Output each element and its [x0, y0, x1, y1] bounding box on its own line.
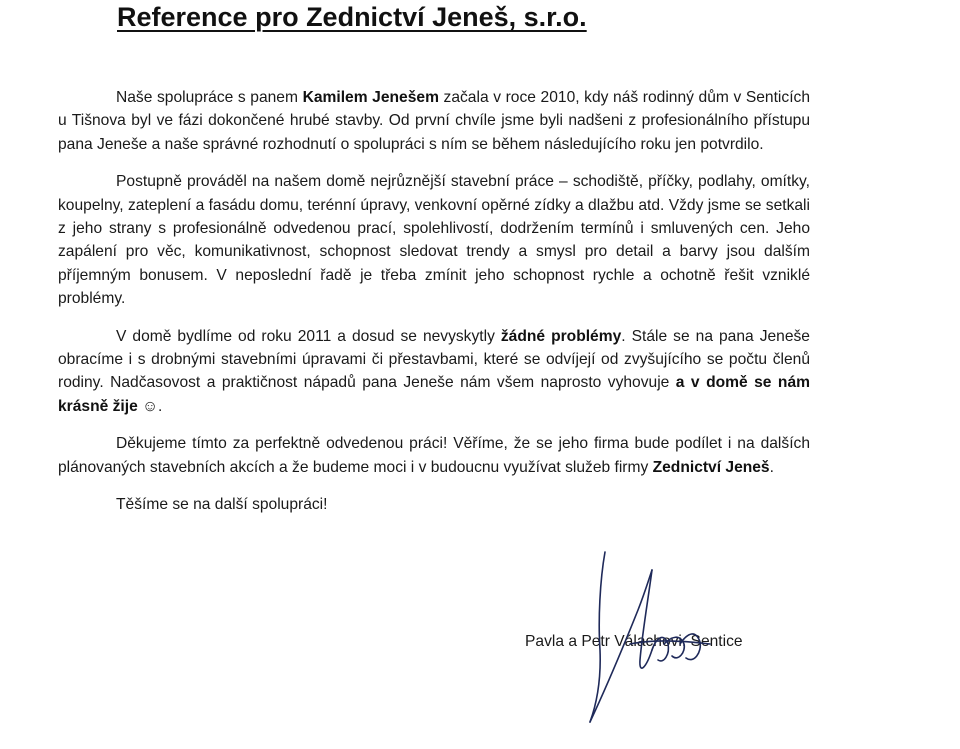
paragraph-3-text-b: . Stále se na pana Jeneše obracíme i s drobnými stavebními úpravami či přestavbami, které se odvíjejí od zvyšujícího se počtu členů rodiny. Nadčasovost a praktičnost nápadů pana Jeneše nám všem naprosto vyhovuje	[58, 327, 810, 392]
handwritten-signature	[560, 540, 750, 730]
paragraph-3-text-a: V domě bydlíme od roku 2011 a dosud se nevyskytly	[116, 327, 501, 345]
paragraph-1-text-a: Naše spolupráce s panem	[116, 89, 303, 106]
paragraph-cooperation-start	[58, 86, 810, 156]
happy-living-emphasis: a v domě se nám krásně žije	[58, 374, 810, 415]
paragraph-no-problems	[58, 325, 810, 419]
paragraph-work-done: Postupně prováděl na našem domě nejrůznější stavební práce – schodiště, příčky, podlahy, omítky, koupelny, zateplení a fasádu domu, terénní úpravy, venkovní opěrné zídky a dlažbu atd. Vždy jsme se setkali z jeho strany s profesionálně odvedenou prací, spolehlivostí, dodržením termínů i smluvených cen. Jeho zapálení pro věc, komunikativnost, schopnost sledovat trendy a smysl pro detail a barvy jsou dalším příjemným bonusem. V neposlední řadě je třeba zmínit jeho schopnost rychle a ochotně řešit vzniklé problémy.	[58, 173, 810, 308]
paragraph-4-text-b: .	[769, 458, 774, 476]
contractor-name: Kamilem Jenešem	[302, 89, 439, 106]
closing-line: Těšíme se na další spolupráci!	[116, 496, 328, 514]
paragraph-1-text-b: začala v roce 2010, kdy náš rodinný dům v Senticích u Tišnova byl ve fázi dokončené hrubé stavby. Od první chvíle jsme byli nadšeni z profesionálního přístupu pana Jeneše a naše správné rozhodnutí o spolupráci s ním se během následujícího roku jen potvrdilo.	[58, 89, 810, 153]
paragraph-thanks	[58, 432, 810, 479]
company-name: Zednictví Jeneš	[652, 458, 770, 476]
letter-body	[58, 86, 810, 531]
paragraph-4-text-a: Děkujeme tímto za perfektně odvedenou práci! Věříme, že se jeho firma bude podílet i na dalších plánovaných stavebních akcích a že budeme moci i v budoucnu využívat služeb firmy	[58, 435, 810, 476]
document-title: Reference pro Zednictví Jeneš, s.r.o.	[117, 2, 587, 32]
signatory-names: Pavla a Petr Válachovi, Sentice	[525, 633, 743, 650]
paragraph-3-text-c: ☺.	[137, 397, 163, 415]
no-problems-emphasis: žádné problémy	[500, 327, 622, 345]
